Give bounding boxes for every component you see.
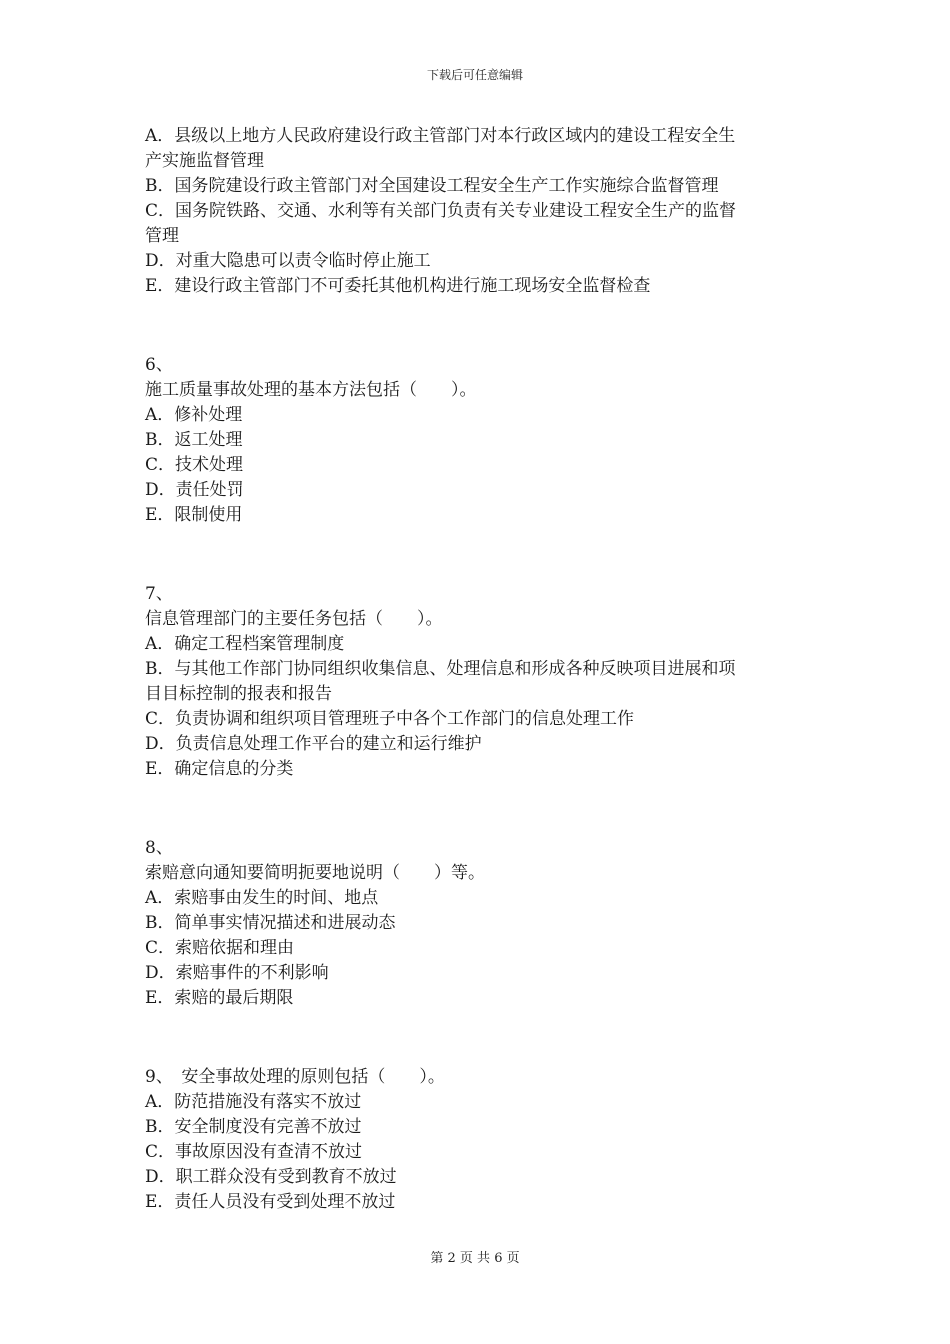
page-header: 下载后可任意编辑 bbox=[426, 68, 523, 82]
option-line: C．技术处理 bbox=[145, 455, 244, 475]
option-line: C．国务院铁路、交通、水利等有关部门负责有关专业建设工程安全生产的监督 bbox=[145, 201, 737, 221]
question-stem: 安全事故处理的原则包括（ ）。 bbox=[181, 1067, 445, 1087]
question-number: 6、 bbox=[145, 355, 173, 375]
option-line: E．索赔的最后期限 bbox=[145, 988, 294, 1008]
option-line: D．索赔事件的不利影响 bbox=[145, 963, 329, 983]
option-line: C．事故原因没有查清不放过 bbox=[145, 1142, 363, 1162]
option-line: 产实施监督管理 bbox=[145, 151, 264, 171]
question-5-block bbox=[145, 124, 815, 299]
option-line: B．简单事实情况描述和进展动态 bbox=[145, 913, 396, 933]
option-line: A．修补处理 bbox=[145, 405, 243, 425]
question-8-block bbox=[145, 836, 815, 1011]
option-line: D．负责信息处理工作平台的建立和运行维护 bbox=[145, 734, 482, 754]
page-footer: 第 2 页 共 6 页 bbox=[430, 1251, 520, 1266]
option-line: E．建设行政主管部门不可委托其他机构进行施工现场安全监督检查 bbox=[145, 276, 651, 296]
option-line: B．安全制度没有完善不放过 bbox=[145, 1117, 362, 1137]
question-stem: 索赔意向通知要简明扼要地说明（ ）等。 bbox=[145, 863, 485, 883]
option-line: A．防范措施没有落实不放过 bbox=[145, 1092, 362, 1112]
question-header-line bbox=[145, 1065, 815, 1090]
question-6-block bbox=[145, 353, 815, 528]
option-line: B．国务院建设行政主管部门对全国建设工程安全生产工作实施综合监督管理 bbox=[145, 176, 719, 196]
option-line: E．责任人员没有受到处理不放过 bbox=[145, 1192, 396, 1212]
option-line: A．县级以上地方人民政府建设行政主管部门对本行政区域内的建设工程安全生 bbox=[145, 126, 736, 146]
option-line: D．职工群众没有受到教育不放过 bbox=[145, 1167, 397, 1187]
option-line: D．对重大隐患可以责令临时停止施工 bbox=[145, 251, 431, 271]
option-line: A．索赔事由发生的时间、地点 bbox=[145, 888, 379, 908]
question-7-block bbox=[145, 582, 815, 782]
question-9-block bbox=[145, 1065, 815, 1215]
document-body bbox=[145, 124, 815, 1215]
option-line: D．责任处罚 bbox=[145, 480, 244, 500]
option-line: B．返工处理 bbox=[145, 430, 243, 450]
question-stem: 信息管理部门的主要任务包括（ ）。 bbox=[145, 609, 443, 629]
option-line: 目目标控制的报表和报告 bbox=[145, 684, 332, 704]
option-line: C．负责协调和组织项目管理班子中各个工作部门的信息处理工作 bbox=[145, 709, 635, 729]
option-line: E．限制使用 bbox=[145, 505, 243, 525]
option-line: A．确定工程档案管理制度 bbox=[145, 634, 345, 654]
option-line: C．索赔依据和理由 bbox=[145, 938, 295, 958]
option-line: E．确定信息的分类 bbox=[145, 759, 294, 779]
option-line: B．与其他工作部门协同组织收集信息、处理信息和形成各种反映项目进展和项 bbox=[145, 659, 736, 679]
question-stem: 施工质量事故处理的基本方法包括（ ）。 bbox=[145, 380, 477, 400]
option-line: 管理 bbox=[145, 226, 179, 246]
question-number: 9、 bbox=[145, 1067, 165, 1087]
question-number: 7、 bbox=[145, 584, 173, 604]
question-number: 8、 bbox=[145, 838, 173, 858]
